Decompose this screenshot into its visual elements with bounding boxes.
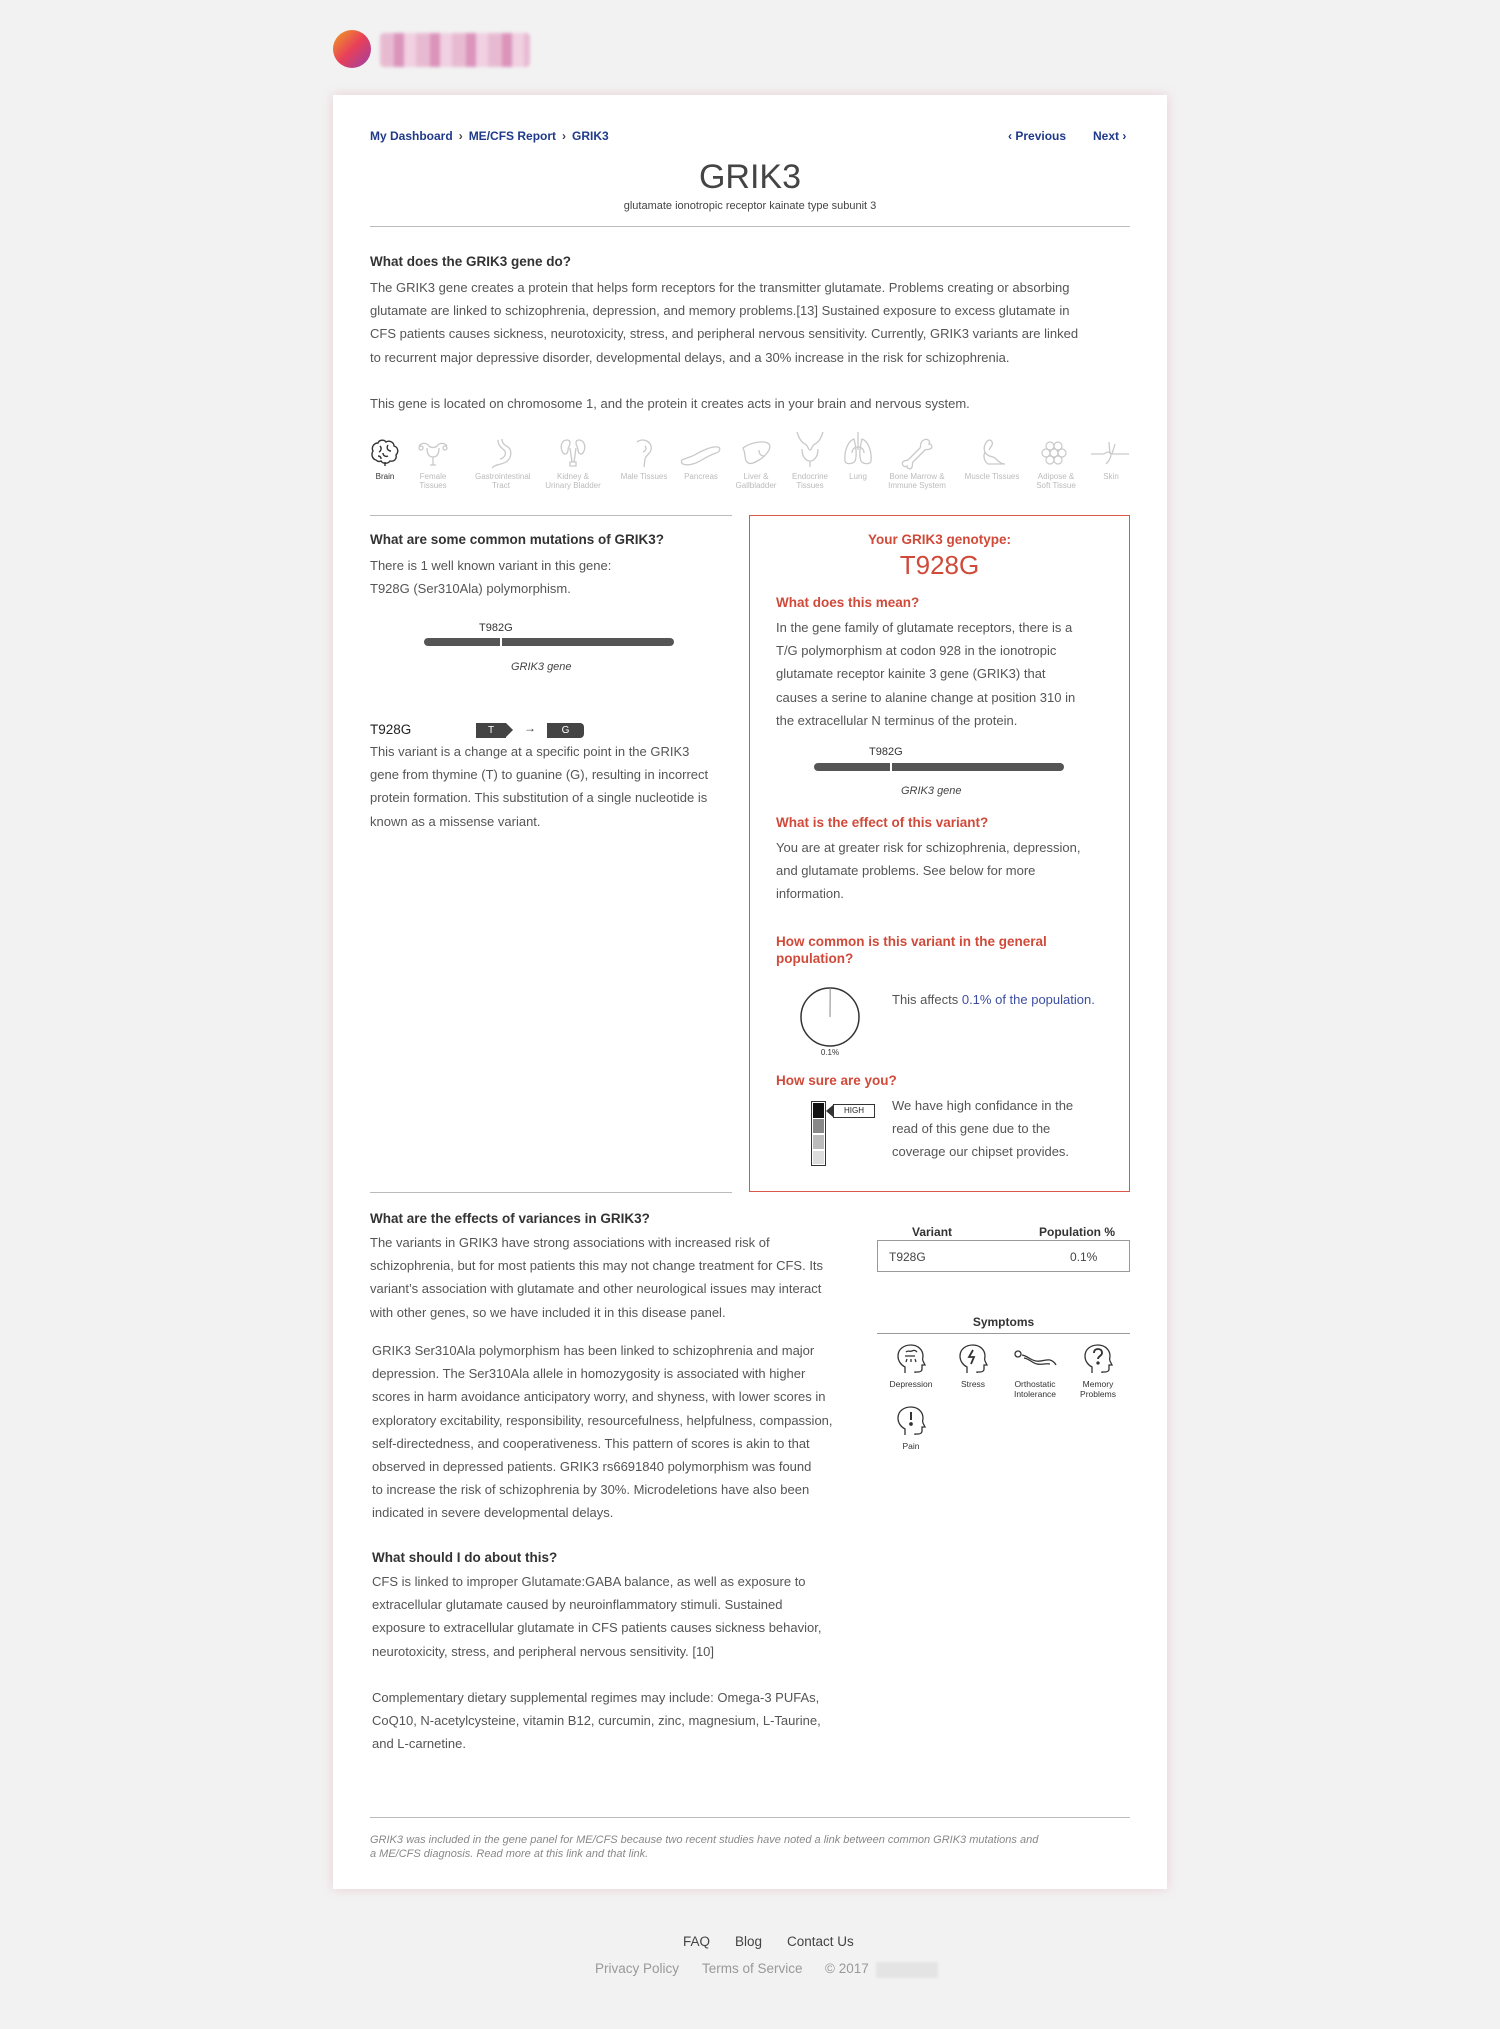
base-to-tag: G bbox=[547, 723, 584, 738]
kidney-icon bbox=[556, 436, 590, 470]
tissue-gastrointestinal[interactable] bbox=[475, 436, 531, 490]
footer-copyright: © 2017 bbox=[825, 1961, 869, 1976]
tissue-label: Gallbladder bbox=[735, 481, 777, 490]
text-line: causes a serine to alanine change at position 310 in bbox=[776, 689, 1076, 705]
tissue-male[interactable] bbox=[614, 436, 674, 481]
recommendation-paragraph bbox=[372, 1570, 872, 1755]
gene-diagram-label: GRIK3 gene bbox=[901, 785, 962, 797]
symptom-orthostatic bbox=[1004, 1342, 1066, 1399]
base-from-tag: T bbox=[476, 723, 506, 738]
breadcrumb-gene[interactable]: GRIK3 bbox=[572, 129, 609, 143]
confidence-level-high bbox=[813, 1103, 824, 1118]
stomach-icon bbox=[484, 436, 518, 470]
text-line: gene from thymine (T) to guanine (G), resulting in incorrect bbox=[370, 767, 709, 783]
memory-problems-icon bbox=[1081, 1342, 1115, 1376]
tissue-label: Adipose & bbox=[1037, 472, 1075, 481]
pain-icon bbox=[894, 1404, 928, 1438]
text-line: We have high confidance in the bbox=[892, 1098, 1074, 1113]
footer-faq-link[interactable]: FAQ bbox=[683, 1934, 711, 1949]
section-heading bbox=[776, 933, 1047, 967]
text-line: glutamate are linked to schizophrenia, depression, and memory problems.[13] Sustained exposure to excess glutamate in bbox=[370, 303, 1070, 319]
tissue-label: Female bbox=[419, 472, 447, 481]
brain-icon bbox=[368, 436, 402, 470]
muscle-icon bbox=[975, 436, 1009, 470]
text-line: exposure to extracellular glutamate in CFS patients causes sickness behavior, bbox=[372, 1620, 822, 1636]
tissue-label: Soft Tissue bbox=[1036, 481, 1076, 490]
section-heading: What is the effect of this variant? bbox=[776, 815, 989, 830]
confidence-description bbox=[892, 1094, 1122, 1164]
mutation-summary bbox=[370, 554, 730, 600]
text-line: GRIK3 Ser310Ala polymorphism has been linked to schizophrenia and major bbox=[372, 1343, 815, 1358]
text-line: In the gene family of glutamate receptors, there is a bbox=[776, 620, 1073, 635]
heading-line: How common is this variant in the general bbox=[776, 934, 1047, 949]
chevron-left-icon: ‹ bbox=[1008, 129, 1016, 143]
population-value: 0.1% of the population. bbox=[961, 992, 1095, 1007]
confidence-pointer bbox=[826, 1105, 833, 1117]
table-cell-variant: T928G bbox=[889, 1250, 926, 1264]
tissue-label: Urinary Bladder bbox=[545, 481, 601, 490]
symptom-label: Depression bbox=[889, 1379, 933, 1389]
symptom-label: Pain bbox=[902, 1441, 920, 1451]
gene-description bbox=[370, 276, 1130, 415]
section-heading: What does this mean? bbox=[776, 595, 920, 610]
gene-marker-label: T982G bbox=[479, 622, 513, 634]
text-line: to recurrent major depressive disorder, developmental delays, and a 30% increase in the risk for schizophrenia. bbox=[370, 349, 1010, 365]
tissue-female[interactable] bbox=[409, 436, 457, 490]
genotype-label: Your GRIK3 genotype: bbox=[867, 532, 1011, 547]
symptom-stress bbox=[942, 1342, 1004, 1389]
text-line: self-directedness, and cooperativeness. This pattern of scores is akin to that bbox=[372, 1435, 810, 1451]
thyroid-icon bbox=[793, 429, 827, 470]
text-line: observed in depressed patients. GRIK3 rs6691840 polymorphism was found bbox=[372, 1459, 812, 1475]
tissue-adipose[interactable] bbox=[1032, 436, 1080, 490]
table-cell-population: 0.1% bbox=[1070, 1250, 1098, 1264]
footnote bbox=[370, 1833, 1150, 1861]
tissue-brain[interactable] bbox=[361, 436, 409, 481]
symptom-label: Problems bbox=[1080, 1389, 1116, 1399]
effects-detail-paragraph bbox=[372, 1339, 872, 1525]
footnote-line: a ME/CFS diagnosis. Read more at this link and that link. bbox=[370, 1848, 649, 1860]
genotype-value: T928G bbox=[899, 550, 980, 580]
section-heading: How sure are you? bbox=[776, 1073, 897, 1088]
liver-icon bbox=[739, 436, 773, 470]
footer-company-name bbox=[876, 1962, 938, 1978]
text-line: extracellular glutamate caused by neuroinflammatory stimuli. Sustained bbox=[372, 1597, 783, 1613]
skin-icon bbox=[1089, 436, 1133, 470]
variant-effect bbox=[776, 836, 1116, 906]
footer-privacy-link[interactable]: Privacy Policy bbox=[595, 1961, 680, 1976]
symptom-label: Memory bbox=[1082, 1379, 1114, 1389]
text-line: with other genes, so we have included it in this disease panel. bbox=[370, 1304, 726, 1320]
chevron-right-icon: › bbox=[1119, 129, 1127, 143]
confidence-level-low bbox=[813, 1135, 824, 1149]
symptom-label: Intolerance bbox=[1013, 1389, 1057, 1399]
tissue-label: Gastrointestinal bbox=[475, 472, 531, 481]
confidence-meter bbox=[811, 1101, 826, 1166]
gene-diagram-label: GRIK3 gene bbox=[511, 661, 572, 673]
tissue-pancreas[interactable] bbox=[677, 436, 725, 481]
gene-location: This gene is located on chromosome 1, and the protein it creates acts in your brain and nervous system. bbox=[370, 395, 970, 411]
chevron-right-icon: › bbox=[458, 129, 463, 143]
tissue-label: Skin bbox=[1103, 472, 1119, 481]
text-line: You are at greater risk for schizophrenia, depression, bbox=[776, 840, 1081, 855]
text-line: Complementary dietary supplemental regimes may include: Omega-3 PUFAs, bbox=[372, 1689, 820, 1705]
footer-terms-link[interactable]: Terms of Service bbox=[702, 1961, 803, 1976]
gene-marker-label: T982G bbox=[869, 746, 903, 758]
depression-icon bbox=[894, 1342, 928, 1376]
footer-contact-link[interactable]: Contact Us bbox=[787, 1934, 854, 1949]
text-line: variant’s association with glutamate and other neurological issues may interact bbox=[370, 1281, 822, 1297]
text-line: protein formation. This substitution of a single nucleotide is bbox=[370, 790, 708, 806]
tissue-endocrine[interactable] bbox=[786, 429, 834, 490]
confidence-level-mid bbox=[813, 1119, 824, 1133]
table-row bbox=[877, 1240, 1130, 1272]
genotype-meaning bbox=[776, 616, 1116, 732]
pie-label: 0.1% bbox=[820, 1048, 840, 1057]
tissue-label: Liver & bbox=[743, 472, 769, 481]
text-line: the extracellular N terminus of the protein. bbox=[776, 712, 1018, 728]
section-heading: What does the GRIK3 gene do? bbox=[370, 254, 572, 269]
tissue-label: Pancreas bbox=[684, 472, 718, 481]
divider bbox=[370, 1192, 732, 1193]
confidence-level-none bbox=[813, 1151, 824, 1164]
tissue-lung[interactable] bbox=[834, 429, 882, 481]
bone-icon bbox=[900, 436, 934, 470]
breadcrumb-report[interactable]: ME/CFS Report bbox=[468, 129, 557, 143]
text-line: neurotoxicity, stress, and peripheral nervous sensitivity. [10] bbox=[372, 1643, 715, 1659]
orthostatic-intolerance-icon bbox=[1012, 1342, 1058, 1376]
tissue-label: Immune System bbox=[888, 481, 946, 490]
next-link[interactable] bbox=[1093, 129, 1126, 143]
tissue-skin[interactable] bbox=[1087, 436, 1135, 481]
tissue-label: Brain bbox=[375, 472, 395, 481]
symptom-label: Orthostatic bbox=[1014, 1379, 1056, 1389]
tissue-bone-marrow[interactable] bbox=[882, 436, 952, 490]
text-line: glutamate receptor kainite 3 gene (GRIK3) that bbox=[776, 666, 1046, 682]
text-line: coverage our chipset provides. bbox=[892, 1144, 1070, 1160]
gene-marker bbox=[890, 761, 892, 773]
text-line: CoQ10, N-acetylcysteine, vitamin B12, curcumin, zinc, magnesium, L-Taurine, bbox=[372, 1713, 821, 1729]
tag-pointer bbox=[506, 723, 513, 737]
page-title: GRIK3 bbox=[698, 158, 802, 196]
adipose-icon bbox=[1039, 436, 1073, 470]
divider bbox=[370, 226, 1130, 227]
tissue-kidney[interactable] bbox=[540, 436, 606, 490]
tissue-label: Tissues bbox=[419, 481, 447, 490]
variant-name: T928G bbox=[370, 722, 412, 737]
pancreas-icon bbox=[679, 436, 723, 470]
variant-description bbox=[370, 740, 732, 833]
breadcrumb bbox=[370, 129, 609, 143]
text-line: known as a missense variant. bbox=[370, 813, 541, 829]
text-line: and L-carnetine. bbox=[372, 1736, 466, 1752]
tissue-label: Kidney & bbox=[556, 472, 590, 481]
tissue-label: Muscle Tissues bbox=[964, 472, 1020, 481]
text-line: to increase the risk of schizophrenia by 30%. Microdeletions have also been bbox=[372, 1482, 810, 1498]
tissue-muscle[interactable] bbox=[958, 436, 1026, 481]
previous-label: Previous bbox=[1015, 129, 1067, 143]
text-line: indicated in severe developmental delays. bbox=[372, 1505, 614, 1521]
section-heading: What should I do about this? bbox=[372, 1550, 558, 1565]
tissue-label: Male Tissues bbox=[620, 472, 668, 481]
divider bbox=[370, 515, 732, 516]
section-heading: What are some common mutations of GRIK3? bbox=[370, 532, 665, 547]
text-line: read of this gene due to the bbox=[892, 1121, 1051, 1137]
male-tissue-icon bbox=[627, 436, 661, 470]
divider bbox=[370, 1817, 1130, 1818]
symptom-label: Stress bbox=[960, 1379, 986, 1389]
company-logo-icon[interactable] bbox=[333, 30, 371, 68]
table-header-population: Population % bbox=[1039, 1225, 1115, 1239]
symptom-memory bbox=[1067, 1342, 1129, 1399]
text-line: schizophrenia, but for most patients this may not change treatment for CFS. Its bbox=[370, 1258, 824, 1274]
section-heading: What are the effects of variances in GRIK3? bbox=[370, 1211, 650, 1226]
effects-paragraph bbox=[370, 1231, 870, 1324]
text-line: The variants in GRIK3 have strong associations with increased risk of bbox=[370, 1235, 770, 1250]
gene-diagram-bar bbox=[814, 763, 1064, 771]
confidence-label: HIGH bbox=[833, 1104, 875, 1118]
text-line: depression. The Ser310Ala allele in homozygosity is associated with higher bbox=[372, 1366, 806, 1382]
tissue-label: Endocrine bbox=[791, 472, 829, 481]
uterus-icon bbox=[416, 436, 450, 470]
footnote-line: GRIK3 was included in the gene panel for ME/CFS because two recent studies have noted a link between common GRIK3 mutations and bbox=[370, 1834, 1039, 1846]
previous-link[interactable] bbox=[1008, 129, 1066, 143]
text-line: The GRIK3 gene creates a protein that helps form receptors for the transmitter glutamate. Problems creating or absorbing bbox=[370, 280, 1070, 295]
gene-marker bbox=[500, 636, 502, 648]
tissue-label: Bone Marrow & bbox=[889, 472, 945, 481]
symptoms-heading: Symptoms bbox=[972, 1315, 1035, 1329]
heading-line: population? bbox=[776, 951, 854, 966]
chevron-right-icon: › bbox=[562, 129, 567, 143]
tissue-label: Tissues bbox=[796, 481, 824, 490]
next-label: Next bbox=[1093, 129, 1120, 143]
symptom-depression bbox=[880, 1342, 942, 1389]
brand-name[interactable] bbox=[380, 33, 530, 67]
text-line: CFS patients causes sickness, neurotoxicity, stress, and peripheral nervous sensitivity. Currently, GRIK3 variants are linked bbox=[370, 326, 1079, 342]
tissue-label: Tract bbox=[492, 481, 510, 490]
population-pie-chart bbox=[799, 986, 861, 1048]
text-span: This affects bbox=[892, 992, 962, 1007]
text-line: exploratory excitability, responsibility, resourcefulness, helpfulness, compassion, bbox=[372, 1412, 833, 1428]
text-line: T/G polymorphism at codon 928 in the ionotropic bbox=[776, 643, 1057, 659]
population-text bbox=[892, 988, 1095, 1011]
text-line: CFS is linked to improper Glutamate:GABA balance, as well as exposure to bbox=[372, 1574, 806, 1589]
text-line: scores in harm avoidance anticipatory worry, and shyness, with lower scores in bbox=[372, 1389, 826, 1405]
table-header-variant: Variant bbox=[912, 1225, 953, 1239]
gene-diagram-bar bbox=[424, 638, 674, 646]
stress-icon bbox=[956, 1342, 990, 1376]
tissue-liver[interactable] bbox=[732, 436, 780, 490]
page-subtitle: glutamate ionotropic receptor kainate type subunit 3 bbox=[623, 200, 877, 212]
text-line: There is 1 well known variant in this gene: bbox=[370, 558, 612, 573]
text-line: and glutamate problems. See below for more bbox=[776, 863, 1036, 879]
footer-blog-link[interactable]: Blog bbox=[735, 1934, 763, 1949]
text-line: T928G (Ser310Ala) polymorphism. bbox=[370, 581, 571, 597]
arrow-right-icon: → bbox=[524, 721, 536, 735]
tissue-label: Lung bbox=[849, 472, 867, 481]
lung-icon bbox=[841, 429, 875, 470]
divider bbox=[877, 1333, 1130, 1334]
symptom-pain bbox=[880, 1404, 942, 1451]
text-line: information. bbox=[776, 886, 844, 902]
breadcrumb-dashboard[interactable]: My Dashboard bbox=[370, 129, 453, 143]
text-line: This variant is a change at a specific point in the GRIK3 bbox=[370, 744, 690, 759]
